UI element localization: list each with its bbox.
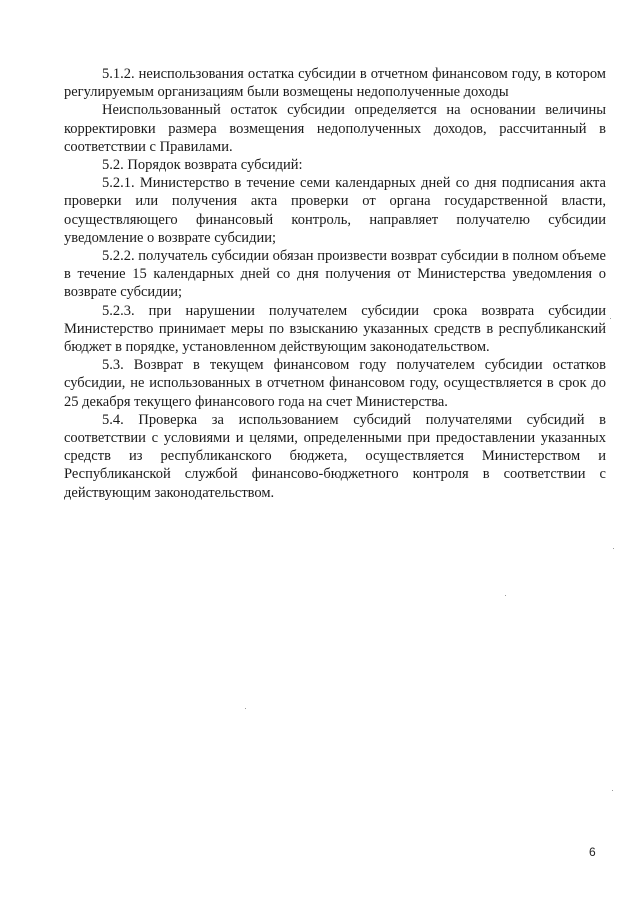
paragraph-5-4: 5.4. Проверка за использованием субсидий получателями субсидий в соответствии с условиями и целями, определенными при предоставлении указанных средств из республиканского бюджета, осуществляется Министерством и Республиканской службой финансово-бюджетного контроля в соответствии с действующим законодательством. [64,411,606,501]
page-number: 6 [589,845,596,859]
document-body [64,65,606,502]
paragraph-5-3: 5.3. Возврат в текущем финансовом году получателем субсидии остатков субсидии, не использованных в отчетном финансовом году, осуществляется в срок до 25 декабря текущего финансового года на счет Министерства. [64,357,606,410]
scan-speck [613,548,614,549]
scan-speck [612,790,613,791]
paragraph-5-2: 5.2. Порядок возврата субсидий: [102,157,303,174]
scan-speck [610,318,611,319]
paragraph-5-2-1: 5.2.1. Министерство в течение семи календарных дней со дня подписания акта проверки или получения акта проверки от органа государственной власти, осуществляющего финансовый контроль, направляет получателю субсидии уведомление о возврате субсидии; [64,175,606,246]
paragraph-5-1-2: 5.1.2. неиспользования остатка субсидии в отчетном финансовом году, в котором регулируемым организациям были возмещены недополученные доходы [64,66,606,101]
scan-speck [505,595,506,596]
paragraph-5-2-2: 5.2.2. получатель субсидии обязан произвести возврат субсидии в полном объеме в течение 15 календарных дней со дня получения от Министерства уведомления о возврате субсидии; [64,248,606,301]
paragraph-unused-remainder: Неиспользованный остаток субсидии определяется на основании величины корректировки размера возмещения недополученных доходов, рассчитанный в соответствии с Правилами. [64,102,606,155]
paragraph-5-2-3: 5.2.3. при нарушении получателем субсидии срока возврата субсидии Министерство принимает меры по взысканию указанных средств в республиканский бюджет в порядке, установленном действующим законодательством. [64,302,606,356]
scan-speck [245,708,246,709]
